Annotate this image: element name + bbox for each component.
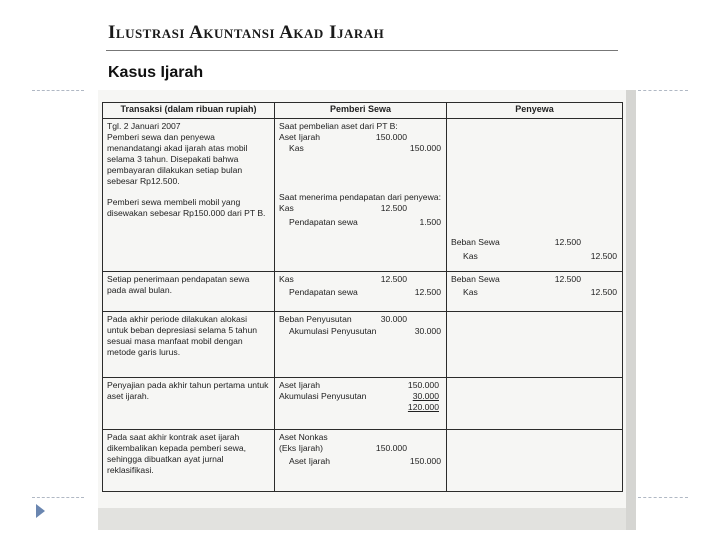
journal-line	[279, 326, 442, 337]
journal-debit	[365, 217, 407, 228]
transaksi-text: Setiap penerimaan pendapatan sewa pada awal bulan.	[107, 273, 250, 295]
journal-line	[279, 314, 442, 325]
table-row	[103, 377, 623, 429]
journal-account: Pendapatan sewa	[289, 286, 358, 297]
presentation-value: 30.000	[412, 390, 439, 401]
journal-account: Aset Ijarah	[289, 455, 331, 466]
journal-credit	[407, 443, 441, 454]
journal-credit	[407, 314, 441, 325]
journal-debit	[365, 287, 407, 298]
journal-credit	[581, 237, 617, 248]
pemberi-sewa-cell	[275, 429, 447, 491]
journal-account: Aset Ijarah	[279, 131, 321, 142]
journal-line	[279, 274, 442, 285]
journal-debit	[365, 432, 407, 443]
decorative-dash-right-top	[638, 90, 688, 91]
journal-account: Beban Penyusutan	[279, 313, 352, 324]
journal-line	[279, 143, 442, 154]
journal-line	[279, 432, 442, 443]
journal-debit	[365, 326, 407, 337]
journal-line	[279, 132, 442, 143]
penyewa-cell	[447, 311, 623, 377]
paper-shadow	[98, 508, 626, 530]
pemberi-sewa-cell	[275, 311, 447, 377]
pemberi-sewa-cell	[275, 118, 447, 271]
journal-credit: 12.500	[590, 250, 617, 261]
journal-credit	[407, 203, 441, 214]
journal-credit	[407, 274, 441, 285]
penyewa-cell	[447, 271, 623, 311]
journal-line	[279, 456, 442, 467]
journal-line	[279, 443, 442, 454]
journal-line	[279, 287, 442, 298]
journal-note: Saat menerima pendapatan dari penyewa:	[279, 191, 441, 202]
journal-credit: 150.000	[409, 455, 441, 466]
journal-credit: 12.500	[590, 286, 617, 297]
transaksi-text: Pada akhir periode dilakukan alokasi untuk beban depresiasi selama 5 tahun sesuai masa manfaat mobil dengan metode garis lurus.	[107, 313, 258, 357]
decorative-dash-right-bottom	[638, 497, 688, 498]
ijarah-journal-table	[102, 102, 623, 492]
transaksi-cell	[103, 429, 275, 491]
journal-line	[451, 251, 618, 262]
journal-debit	[541, 287, 581, 298]
presentation-value: 150.000	[407, 379, 439, 390]
next-slide-arrow-icon[interactable]	[36, 504, 45, 518]
journal-account: Kas	[279, 202, 294, 213]
journal-line	[451, 287, 618, 298]
journal-debit	[365, 143, 407, 154]
journal-credit: 12.500	[414, 286, 441, 297]
transaksi-text: Pemberi sewa dan penyewa menandatangi akad ijarah atas mobil selama 3 tahun. Disepakati bahwa pembayaran dilakukan setiap bulan sebesar Rp12.500.	[107, 131, 248, 186]
transaksi-date: Tgl. 2 Januari 2007	[107, 120, 181, 131]
journal-credit	[581, 274, 617, 285]
transaksi-cell	[103, 118, 275, 271]
table-row	[103, 271, 623, 311]
header-pemberi-sewa: Pemberi Sewa	[275, 103, 447, 119]
journal-credit	[407, 432, 441, 443]
table-row	[103, 118, 623, 271]
transaksi-text: Pemberi sewa membeli mobil yang disewakan sebesar Rp150.000 dari PT B.	[107, 196, 266, 218]
presentation-account: Aset Ijarah	[279, 379, 321, 390]
decorative-dash-left-bottom	[32, 497, 84, 498]
decorative-dash-left-top	[32, 90, 84, 91]
header-penyewa: Penyewa	[447, 103, 623, 119]
table-row	[103, 429, 623, 491]
journal-debit: 12.500	[554, 273, 581, 284]
journal-credit: 150.000	[409, 142, 441, 153]
journal-credit: 30.000	[414, 325, 441, 336]
journal-credit	[407, 132, 441, 143]
table-row	[103, 311, 623, 377]
journal-debit: 12.500	[380, 273, 407, 284]
journal-debit: 30.000	[380, 313, 407, 324]
journal-debit: 150.000	[375, 131, 407, 142]
journal-account: Pendapatan sewa	[289, 216, 358, 227]
journal-note: Saat pembelian aset dari PT B:	[279, 120, 398, 131]
journal-account: Beban Sewa	[451, 236, 500, 247]
journal-debit: 12.500	[554, 236, 581, 247]
journal-line	[451, 237, 618, 248]
presentation-total: 120.000	[407, 401, 439, 412]
pemberi-sewa-cell	[275, 271, 447, 311]
journal-credit: 1.500	[419, 216, 441, 227]
header-transaksi: Transaksi (dalam ribuan rupiah)	[103, 103, 275, 119]
journal-line	[451, 274, 618, 285]
transaksi-cell	[103, 311, 275, 377]
table-header-row	[103, 103, 623, 119]
slide-subtitle: Kasus Ijarah	[108, 64, 204, 81]
pemberi-sewa-cell	[275, 377, 447, 429]
journal-account: Akumulasi Penyusutan	[289, 325, 377, 336]
journal-debit: 150.000	[375, 442, 407, 453]
journal-account: Kas	[463, 286, 478, 297]
title-underline	[106, 50, 618, 51]
journal-line	[279, 217, 442, 228]
journal-account: Beban Sewa	[451, 273, 500, 284]
journal-account: Kas	[279, 273, 294, 284]
journal-debit: 12.500	[380, 202, 407, 213]
transaksi-text: Pada saat akhir kontrak aset ijarah dikembalikan kepada pemberi sewa, sehingga dibuatkan ayat jurnal reklasifikasi.	[107, 431, 247, 475]
transaksi-cell	[103, 271, 275, 311]
transaksi-cell	[103, 377, 275, 429]
journal-debit	[541, 251, 581, 262]
paper-edge	[626, 90, 636, 530]
journal-account: Aset Nonkas	[279, 431, 328, 442]
journal-debit	[365, 456, 407, 467]
journal-account: (Eks Ijarah)	[279, 442, 323, 453]
journal-account: Kas	[289, 142, 304, 153]
journal-line	[279, 203, 442, 214]
penyewa-cell	[447, 118, 623, 271]
journal-account: Kas	[463, 250, 478, 261]
scanned-table-image	[98, 90, 626, 508]
transaksi-text: Penyajian pada akhir tahun pertama untuk aset ijarah.	[107, 379, 269, 401]
slide-title: Ilustrasi Akuntansi Akad Ijarah	[108, 22, 385, 43]
presentation-account: Akumulasi Penyusutan	[279, 390, 367, 401]
penyewa-cell	[447, 429, 623, 491]
penyewa-cell	[447, 377, 623, 429]
